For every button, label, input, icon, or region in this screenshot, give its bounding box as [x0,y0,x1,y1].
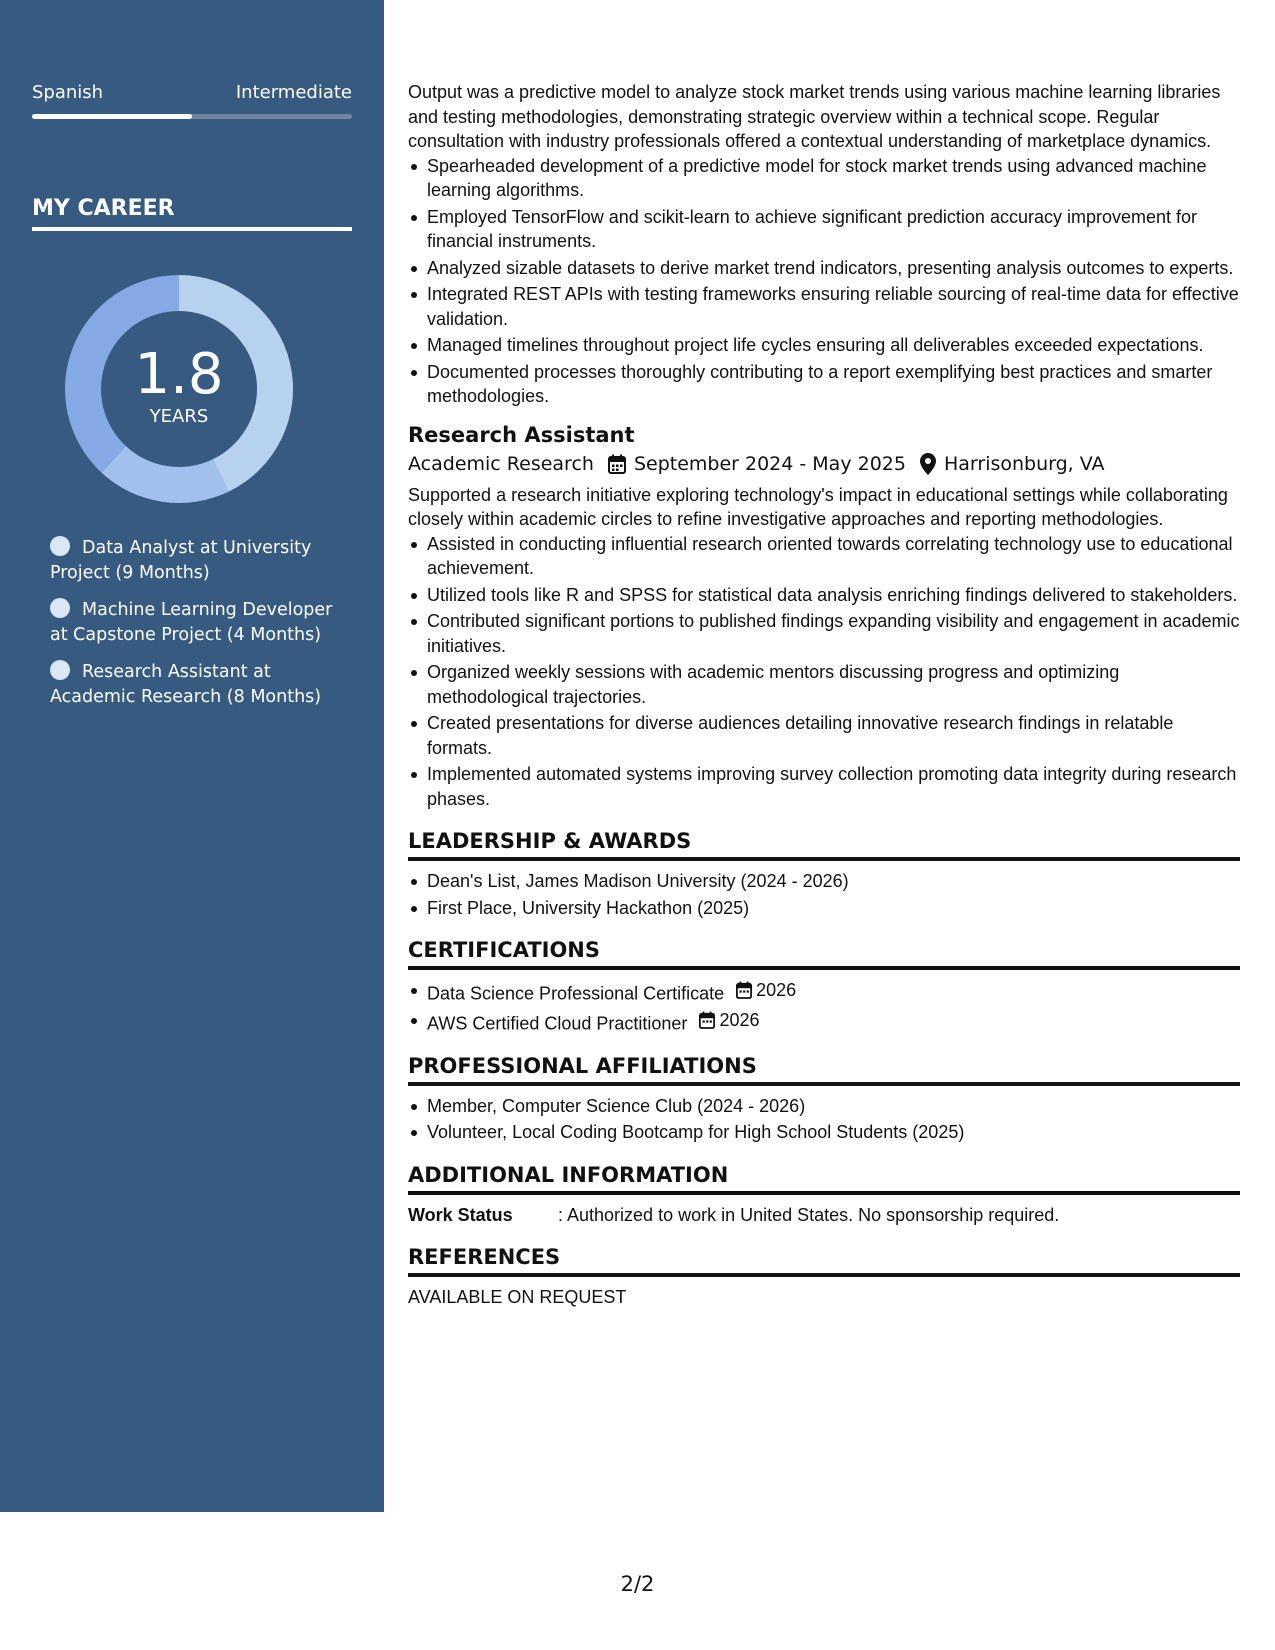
language-progress-fill [32,114,192,119]
leadership-list [427,869,1240,920]
affiliation-item: Volunteer, Local Coding Bootcamp for High School Students (2025) [427,1120,1240,1145]
language-level: Intermediate [235,82,352,103]
certification-year: 2026 [719,1009,760,1030]
certifications-list [427,978,1240,1036]
sidebar [0,0,384,1512]
career-total-value: 1.8 [134,342,224,407]
affiliations-heading: PROFESSIONAL AFFILIATIONS [408,1054,1240,1086]
project-bullet: Employed TensorFlow and scikit-learn to achieve significant prediction accuracy improvement for financial instruments. [427,205,1240,254]
job-bullet: Organized weekly sessions with academic mentors discussing progress and optimizing methodological trajectories. [427,660,1240,709]
certification-item [427,978,1240,1006]
job-bullet: Created presentations for diverse audiences detailing innovative research findings in relatable formats. [427,711,1240,760]
project-bullet: Spearheaded development of a predictive model for stock market trends using advanced machine learning algorithms. [427,154,1240,203]
certification-name: AWS Certified Cloud Practitioner [427,1013,688,1033]
job-bullet: Utilized tools like R and SPSS for statistical data analysis enriching findings delivered to stakeholders. [427,583,1240,608]
career-total [64,342,294,427]
award-item: First Place, University Hackathon (2025) [427,896,1240,921]
job-title: Research Assistant [408,422,635,447]
project-summary: Output was a predictive model to analyze stock market trends using various machine learning libraries and testing methodologies, demonstrating strategic overview within a technical scope. Regular consultation with industry professionals offered a contextual understanding of marketplace dynamics. [408,82,1221,151]
job-bullet: Assisted in conducting influential research oriented towards correlating technology use to educational achievement. [427,532,1240,581]
award-item: Dean's List, James Madison University (2024 - 2026) [427,869,1240,894]
leadership-heading: LEADERSHIP & AWARDS [408,829,1240,861]
job-meta [408,453,1240,475]
career-legend-dot [50,660,70,680]
affiliations-list [427,1094,1240,1145]
career-section-title: MY CAREER [32,196,352,231]
references-heading: REFERENCES [408,1245,1240,1277]
job-location: Harrisonburg, VA [943,452,1105,475]
page-number: 2/2 [620,1572,655,1596]
language-row [32,82,352,103]
career-item [50,660,340,710]
project-bullet: Documented processes thoroughly contributing to a report exemplifying best practices and smarter methodologies. [427,360,1240,409]
career-total-unit: YEARS [149,406,209,427]
job-bullet: Implemented automated systems improving survey collection promoting data integrity during research phases. [427,762,1240,811]
project-bullet: Analyzed sizable datasets to derive market trend indicators, presenting analysis outcomes to experts. [427,256,1240,281]
language-name: Spanish [32,82,104,103]
project-bullet: Integrated REST APIs with testing frameworks ensuring reliable sourcing of real-time data for effective validation. [427,282,1240,331]
career-legend-dot [50,598,70,618]
job-bullet: Contributed significant portions to published findings expanding visibility and engagement in academic initiatives. [427,609,1240,658]
career-item-label: Data Analyst at University Project (9 Months) [50,538,312,583]
references-text: AVAILABLE ON REQUEST [408,1286,627,1307]
job-org: Academic Research [408,452,594,475]
affiliation-item: Member, Computer Science Club (2024 - 2026) [427,1094,1240,1119]
career-item-label: Machine Learning Developer at Capstone Project (4 Months) [50,600,333,645]
certification-date [736,978,796,1003]
career-list [50,536,340,722]
certification-name: Data Science Professional Certificate [427,983,725,1004]
job-summary: Supported a research initiative exploring technology's impact in educational settings while collaborating closely within academic circles to refine investigative approaches and reporting methodologies. [408,484,1228,529]
location-pin-icon [920,453,936,475]
certification-date [699,1008,759,1033]
work-status-row [408,1203,1240,1227]
project-bullet: Managed timelines throughout project life cycles ensuring all deliverables exceeded expectations. [427,333,1240,358]
additional-info-heading: ADDITIONAL INFORMATION [408,1163,1240,1195]
career-legend-dot [50,536,70,556]
job-dates: September 2024 - May 2025 [633,452,906,475]
certification-item [427,1008,1240,1036]
certifications-heading: CERTIFICATIONS [408,938,1240,970]
career-item [50,598,340,648]
career-donut-segment [101,446,228,503]
calendar-icon [699,1011,715,1029]
project-bullets [427,154,1240,409]
calendar-icon [736,981,752,999]
certification-year: 2026 [756,980,797,1000]
main-content [408,80,1240,1309]
work-status-value: : Authorized to work in United States. No sponsorship required. [558,1204,1060,1225]
job-bullets [427,532,1240,812]
work-status-label: Work Status [408,1204,513,1225]
calendar-icon [608,454,626,474]
language-progress-bar [32,114,352,119]
career-item-label: Research Assistant at Academic Research (8 Months) [50,662,322,707]
career-item [50,536,340,586]
